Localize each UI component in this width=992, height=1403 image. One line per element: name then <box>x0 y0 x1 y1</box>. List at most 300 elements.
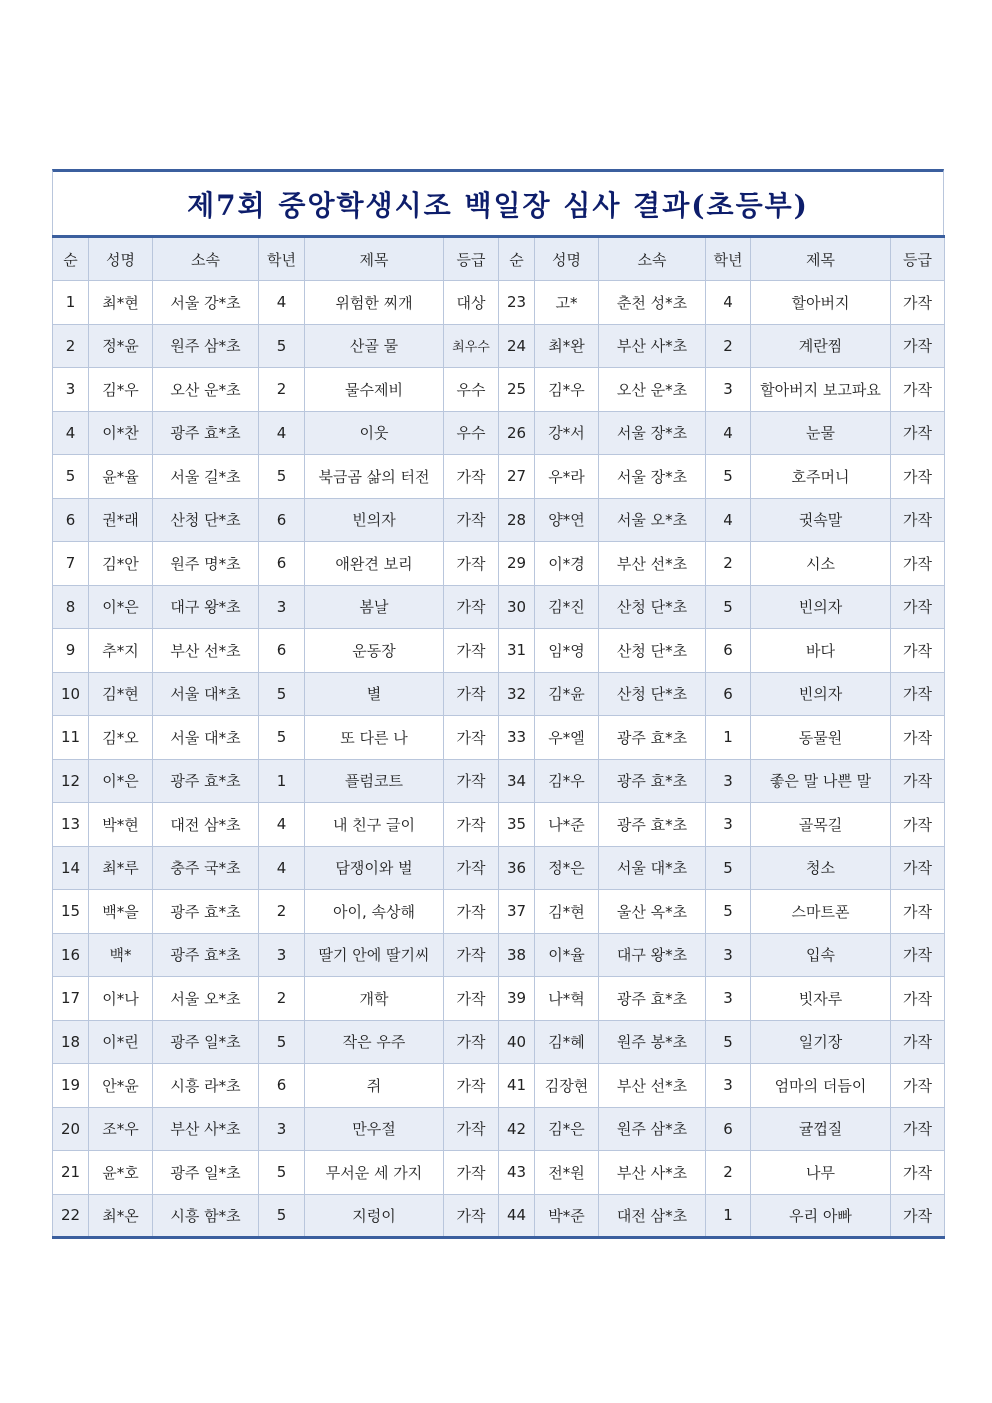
award-cell: 가작 <box>444 1064 499 1108</box>
table-row <box>53 629 945 673</box>
table-row <box>53 542 945 586</box>
rank-cell: 6 <box>53 498 89 542</box>
grade-cell: 2 <box>706 324 751 368</box>
title-cell: 우리 아빠 <box>751 1194 891 1238</box>
school-cell: 춘천 성*초 <box>599 281 706 325</box>
page-title: 제7회 중앙학생시조 백일장 심사 결과(초등부) <box>187 188 809 222</box>
award-cell: 가작 <box>891 324 945 368</box>
school-cell: 오산 운*초 <box>599 368 706 412</box>
school-cell: 대전 삼*초 <box>153 803 259 847</box>
award-cell: 가작 <box>444 672 499 716</box>
award-cell: 가작 <box>444 977 499 1021</box>
title-cell: 엄마의 더듬이 <box>751 1064 891 1108</box>
grade-cell: 4 <box>259 846 305 890</box>
school-cell: 산청 단*초 <box>599 585 706 629</box>
rank-cell: 9 <box>53 629 89 673</box>
award-cell: 가작 <box>444 1194 499 1238</box>
award-cell: 가작 <box>891 455 945 499</box>
rank-cell: 35 <box>499 803 535 847</box>
name-cell: 김*진 <box>535 585 599 629</box>
grade-cell: 1 <box>259 759 305 803</box>
name-cell: 양*연 <box>535 498 599 542</box>
title-cell: 이웃 <box>305 411 444 455</box>
rank-cell: 37 <box>499 890 535 934</box>
grade-cell: 5 <box>706 455 751 499</box>
title-cell: 빗자루 <box>751 977 891 1021</box>
title-cell: 작은 우주 <box>305 1020 444 1064</box>
school-cell: 서울 대*초 <box>153 672 259 716</box>
rank-cell: 41 <box>499 1064 535 1108</box>
award-cell: 우수 <box>444 411 499 455</box>
award-cell: 가작 <box>891 933 945 977</box>
award-cell: 가작 <box>891 977 945 1021</box>
rank-cell: 11 <box>53 716 89 760</box>
rank-cell: 8 <box>53 585 89 629</box>
award-cell: 우수 <box>444 368 499 412</box>
rank-cell: 38 <box>499 933 535 977</box>
grade-cell: 3 <box>706 803 751 847</box>
grade-cell: 3 <box>706 759 751 803</box>
name-cell: 우*엘 <box>535 716 599 760</box>
grade-cell: 5 <box>259 672 305 716</box>
rank-cell: 34 <box>499 759 535 803</box>
rank-cell: 30 <box>499 585 535 629</box>
grade-cell: 5 <box>259 716 305 760</box>
name-cell: 고* <box>535 281 599 325</box>
grade-cell: 3 <box>259 933 305 977</box>
grade-cell: 4 <box>259 803 305 847</box>
name-cell: 최*온 <box>89 1194 153 1238</box>
rank-cell: 2 <box>53 324 89 368</box>
award-cell: 가작 <box>891 585 945 629</box>
school-cell: 광주 일*초 <box>153 1020 259 1064</box>
award-cell: 가작 <box>444 498 499 542</box>
title-cell: 귓속말 <box>751 498 891 542</box>
school-cell: 대전 삼*초 <box>599 1194 706 1238</box>
rank-cell: 23 <box>499 281 535 325</box>
grade-cell: 5 <box>706 1020 751 1064</box>
title-cell: 동물원 <box>751 716 891 760</box>
award-cell: 가작 <box>444 542 499 586</box>
grade-cell: 6 <box>259 498 305 542</box>
name-cell: 백* <box>89 933 153 977</box>
grade-cell: 3 <box>706 368 751 412</box>
name-cell: 김*안 <box>89 542 153 586</box>
grade-cell: 4 <box>706 281 751 325</box>
award-cell: 가작 <box>444 455 499 499</box>
school-cell: 광주 효*초 <box>153 411 259 455</box>
column-header: 학년 <box>259 237 305 281</box>
table-row <box>53 1194 945 1238</box>
title-cell: 무서운 세 가지 <box>305 1151 444 1195</box>
grade-cell: 5 <box>259 324 305 368</box>
table-row <box>53 933 945 977</box>
rank-cell: 4 <box>53 411 89 455</box>
grade-cell: 3 <box>706 1064 751 1108</box>
name-cell: 최*현 <box>89 281 153 325</box>
award-cell: 가작 <box>444 933 499 977</box>
table-row <box>53 672 945 716</box>
school-cell: 충주 국*초 <box>153 846 259 890</box>
title-cell: 물수제비 <box>305 368 444 412</box>
grade-cell: 6 <box>259 629 305 673</box>
title-cell: 산골 물 <box>305 324 444 368</box>
name-cell: 정*윤 <box>89 324 153 368</box>
grade-cell: 1 <box>706 716 751 760</box>
school-cell: 광주 효*초 <box>599 977 706 1021</box>
rank-cell: 40 <box>499 1020 535 1064</box>
title-cell: 빈의자 <box>305 498 444 542</box>
award-cell: 가작 <box>444 629 499 673</box>
award-cell: 가작 <box>444 585 499 629</box>
grade-cell: 5 <box>259 455 305 499</box>
grade-cell: 3 <box>259 1107 305 1151</box>
award-cell: 가작 <box>891 542 945 586</box>
column-header: 등급 <box>891 237 945 281</box>
name-cell: 이*경 <box>535 542 599 586</box>
title-cell: 일기장 <box>751 1020 891 1064</box>
table-row <box>53 585 945 629</box>
rank-cell: 19 <box>53 1064 89 1108</box>
rank-cell: 5 <box>53 455 89 499</box>
school-cell: 울산 옥*초 <box>599 890 706 934</box>
name-cell: 박*준 <box>535 1194 599 1238</box>
name-cell: 나*혁 <box>535 977 599 1021</box>
title-cell: 담쟁이와 벌 <box>305 846 444 890</box>
rank-cell: 22 <box>53 1194 89 1238</box>
rank-cell: 31 <box>499 629 535 673</box>
school-cell: 부산 사*초 <box>599 324 706 368</box>
rank-cell: 16 <box>53 933 89 977</box>
award-cell: 가작 <box>891 1064 945 1108</box>
results-sheet <box>52 169 944 1239</box>
title-cell: 별 <box>305 672 444 716</box>
grade-cell: 5 <box>259 1151 305 1195</box>
rank-cell: 43 <box>499 1151 535 1195</box>
column-header: 성명 <box>89 237 153 281</box>
school-cell: 서울 강*초 <box>153 281 259 325</box>
name-cell: 김*혜 <box>535 1020 599 1064</box>
title-cell: 아이, 속상해 <box>305 890 444 934</box>
grade-cell: 2 <box>706 1151 751 1195</box>
grade-cell: 3 <box>706 933 751 977</box>
award-cell: 가작 <box>891 1194 945 1238</box>
title-cell: 빈의자 <box>751 585 891 629</box>
award-cell: 가작 <box>891 672 945 716</box>
grade-cell: 6 <box>706 1107 751 1151</box>
name-cell: 김*현 <box>535 890 599 934</box>
school-cell: 대구 왕*초 <box>599 933 706 977</box>
rank-cell: 18 <box>53 1020 89 1064</box>
name-cell: 김*우 <box>535 759 599 803</box>
rank-cell: 3 <box>53 368 89 412</box>
column-header: 순 <box>53 237 89 281</box>
table-row <box>53 716 945 760</box>
rank-cell: 39 <box>499 977 535 1021</box>
rank-cell: 13 <box>53 803 89 847</box>
rank-cell: 28 <box>499 498 535 542</box>
name-cell: 임*영 <box>535 629 599 673</box>
name-cell: 추*지 <box>89 629 153 673</box>
title-cell: 귤껍질 <box>751 1107 891 1151</box>
table-row <box>53 977 945 1021</box>
award-cell: 가작 <box>444 1107 499 1151</box>
grade-cell: 1 <box>706 1194 751 1238</box>
grade-cell: 6 <box>706 629 751 673</box>
grade-cell: 5 <box>706 585 751 629</box>
rank-cell: 7 <box>53 542 89 586</box>
name-cell: 최*루 <box>89 846 153 890</box>
rank-cell: 17 <box>53 977 89 1021</box>
award-cell: 가작 <box>891 629 945 673</box>
name-cell: 이*율 <box>535 933 599 977</box>
title-cell: 만우절 <box>305 1107 444 1151</box>
school-cell: 서울 장*초 <box>599 411 706 455</box>
rank-cell: 36 <box>499 846 535 890</box>
award-cell: 가작 <box>444 759 499 803</box>
name-cell: 이*나 <box>89 977 153 1021</box>
grade-cell: 2 <box>259 977 305 1021</box>
grade-cell: 4 <box>259 281 305 325</box>
grade-cell: 6 <box>706 672 751 716</box>
award-cell: 대상 <box>444 281 499 325</box>
title-cell: 개학 <box>305 977 444 1021</box>
column-header: 등급 <box>444 237 499 281</box>
school-cell: 광주 효*초 <box>599 803 706 847</box>
school-cell: 원주 삼*초 <box>599 1107 706 1151</box>
rank-cell: 33 <box>499 716 535 760</box>
title-box <box>52 169 944 235</box>
title-cell: 플럼코트 <box>305 759 444 803</box>
grade-cell: 2 <box>706 542 751 586</box>
award-cell: 가작 <box>444 1151 499 1195</box>
table-row <box>53 281 945 325</box>
rank-cell: 25 <box>499 368 535 412</box>
column-header: 소속 <box>153 237 259 281</box>
school-cell: 산청 단*초 <box>599 672 706 716</box>
table-row <box>53 411 945 455</box>
title-cell: 시소 <box>751 542 891 586</box>
grade-cell: 3 <box>259 585 305 629</box>
school-cell: 오산 운*초 <box>153 368 259 412</box>
grade-cell: 2 <box>259 890 305 934</box>
table-row <box>53 890 945 934</box>
title-cell: 좋은 말 나쁜 말 <box>751 759 891 803</box>
school-cell: 산청 단*초 <box>153 498 259 542</box>
grade-cell: 4 <box>706 411 751 455</box>
table-row <box>53 1064 945 1108</box>
school-cell: 광주 효*초 <box>153 759 259 803</box>
grade-cell: 5 <box>706 890 751 934</box>
school-cell: 산청 단*초 <box>599 629 706 673</box>
award-cell: 가작 <box>891 1151 945 1195</box>
table-row <box>53 759 945 803</box>
table-row <box>53 368 945 412</box>
title-cell: 할아버지 <box>751 281 891 325</box>
school-cell: 광주 효*초 <box>153 890 259 934</box>
table-row <box>53 324 945 368</box>
rank-cell: 42 <box>499 1107 535 1151</box>
title-cell: 운동장 <box>305 629 444 673</box>
award-cell: 가작 <box>891 498 945 542</box>
title-cell: 호주머니 <box>751 455 891 499</box>
school-cell: 원주 봉*초 <box>599 1020 706 1064</box>
school-cell: 서울 대*초 <box>599 846 706 890</box>
award-cell: 가작 <box>444 846 499 890</box>
title-cell: 쥐 <box>305 1064 444 1108</box>
table-row <box>53 1107 945 1151</box>
name-cell: 정*은 <box>535 846 599 890</box>
award-cell: 가작 <box>444 1020 499 1064</box>
award-cell: 가작 <box>891 411 945 455</box>
rank-cell: 1 <box>53 281 89 325</box>
award-cell: 가작 <box>444 803 499 847</box>
name-cell: 박*현 <box>89 803 153 847</box>
school-cell: 광주 일*초 <box>153 1151 259 1195</box>
award-cell: 가작 <box>891 803 945 847</box>
name-cell: 안*윤 <box>89 1064 153 1108</box>
column-header: 성명 <box>535 237 599 281</box>
school-cell: 시흥 라*초 <box>153 1064 259 1108</box>
school-cell: 시흥 함*초 <box>153 1194 259 1238</box>
name-cell: 조*우 <box>89 1107 153 1151</box>
grade-cell: 5 <box>259 1194 305 1238</box>
title-cell: 할아버지 보고파요 <box>751 368 891 412</box>
school-cell: 부산 선*초 <box>153 629 259 673</box>
grade-cell: 2 <box>259 368 305 412</box>
school-cell: 서울 대*초 <box>153 716 259 760</box>
name-cell: 최*완 <box>535 324 599 368</box>
name-cell: 백*을 <box>89 890 153 934</box>
title-cell: 스마트폰 <box>751 890 891 934</box>
school-cell: 서울 오*초 <box>153 977 259 1021</box>
table-row <box>53 1020 945 1064</box>
school-cell: 부산 선*초 <box>599 1064 706 1108</box>
title-cell: 위험한 찌개 <box>305 281 444 325</box>
header-row <box>53 237 945 281</box>
rank-cell: 44 <box>499 1194 535 1238</box>
title-cell: 북금곰 삶의 터전 <box>305 455 444 499</box>
school-cell: 서울 오*초 <box>599 498 706 542</box>
grade-cell: 4 <box>259 411 305 455</box>
name-cell: 김*은 <box>535 1107 599 1151</box>
table-row <box>53 803 945 847</box>
title-cell: 지렁이 <box>305 1194 444 1238</box>
table-body <box>53 281 945 1238</box>
title-cell: 청소 <box>751 846 891 890</box>
award-cell: 가작 <box>891 890 945 934</box>
column-header: 소속 <box>599 237 706 281</box>
name-cell: 이*은 <box>89 759 153 803</box>
name-cell: 김장현 <box>535 1064 599 1108</box>
rank-cell: 32 <box>499 672 535 716</box>
rank-cell: 21 <box>53 1151 89 1195</box>
grade-cell: 5 <box>706 846 751 890</box>
school-cell: 서울 장*초 <box>599 455 706 499</box>
grade-cell: 4 <box>706 498 751 542</box>
school-cell: 광주 효*초 <box>599 716 706 760</box>
name-cell: 강*서 <box>535 411 599 455</box>
name-cell: 이*린 <box>89 1020 153 1064</box>
title-cell: 눈물 <box>751 411 891 455</box>
name-cell: 김*현 <box>89 672 153 716</box>
name-cell: 김*우 <box>535 368 599 412</box>
column-header: 제목 <box>751 237 891 281</box>
award-cell: 가작 <box>444 890 499 934</box>
rank-cell: 15 <box>53 890 89 934</box>
title-cell: 바다 <box>751 629 891 673</box>
grade-cell: 6 <box>259 542 305 586</box>
table-row <box>53 846 945 890</box>
school-cell: 부산 사*초 <box>599 1151 706 1195</box>
table-row <box>53 498 945 542</box>
award-cell: 가작 <box>891 1020 945 1064</box>
award-cell: 가작 <box>891 368 945 412</box>
name-cell: 김*윤 <box>535 672 599 716</box>
award-cell: 가작 <box>891 281 945 325</box>
title-cell: 입속 <box>751 933 891 977</box>
results-table <box>52 235 945 1239</box>
name-cell: 나*준 <box>535 803 599 847</box>
name-cell: 김*오 <box>89 716 153 760</box>
title-cell: 내 친구 글이 <box>305 803 444 847</box>
title-cell: 또 다른 나 <box>305 716 444 760</box>
title-cell: 봄날 <box>305 585 444 629</box>
award-cell: 가작 <box>891 716 945 760</box>
name-cell: 김*우 <box>89 368 153 412</box>
name-cell: 윤*율 <box>89 455 153 499</box>
table-row <box>53 1151 945 1195</box>
school-cell: 원주 삼*초 <box>153 324 259 368</box>
title-cell: 골목길 <box>751 803 891 847</box>
award-cell: 최우수 <box>444 324 499 368</box>
school-cell: 부산 사*초 <box>153 1107 259 1151</box>
rank-cell: 10 <box>53 672 89 716</box>
title-cell: 빈의자 <box>751 672 891 716</box>
grade-cell: 3 <box>706 977 751 1021</box>
column-header: 학년 <box>706 237 751 281</box>
name-cell: 우*라 <box>535 455 599 499</box>
award-cell: 가작 <box>891 846 945 890</box>
name-cell: 권*래 <box>89 498 153 542</box>
name-cell: 이*은 <box>89 585 153 629</box>
rank-cell: 20 <box>53 1107 89 1151</box>
rank-cell: 29 <box>499 542 535 586</box>
award-cell: 가작 <box>891 1107 945 1151</box>
award-cell: 가작 <box>444 716 499 760</box>
rank-cell: 26 <box>499 411 535 455</box>
school-cell: 대구 왕*초 <box>153 585 259 629</box>
grade-cell: 6 <box>259 1064 305 1108</box>
rank-cell: 24 <box>499 324 535 368</box>
award-cell: 가작 <box>891 759 945 803</box>
name-cell: 윤*호 <box>89 1151 153 1195</box>
school-cell: 서울 길*초 <box>153 455 259 499</box>
rank-cell: 14 <box>53 846 89 890</box>
rank-cell: 12 <box>53 759 89 803</box>
title-cell: 나무 <box>751 1151 891 1195</box>
grade-cell: 5 <box>259 1020 305 1064</box>
title-cell: 애완견 보리 <box>305 542 444 586</box>
column-header: 순 <box>499 237 535 281</box>
title-cell: 딸기 안에 딸기씨 <box>305 933 444 977</box>
school-cell: 부산 선*초 <box>599 542 706 586</box>
table-row <box>53 455 945 499</box>
column-header: 제목 <box>305 237 444 281</box>
rank-cell: 27 <box>499 455 535 499</box>
school-cell: 원주 명*초 <box>153 542 259 586</box>
title-cell: 계란찜 <box>751 324 891 368</box>
